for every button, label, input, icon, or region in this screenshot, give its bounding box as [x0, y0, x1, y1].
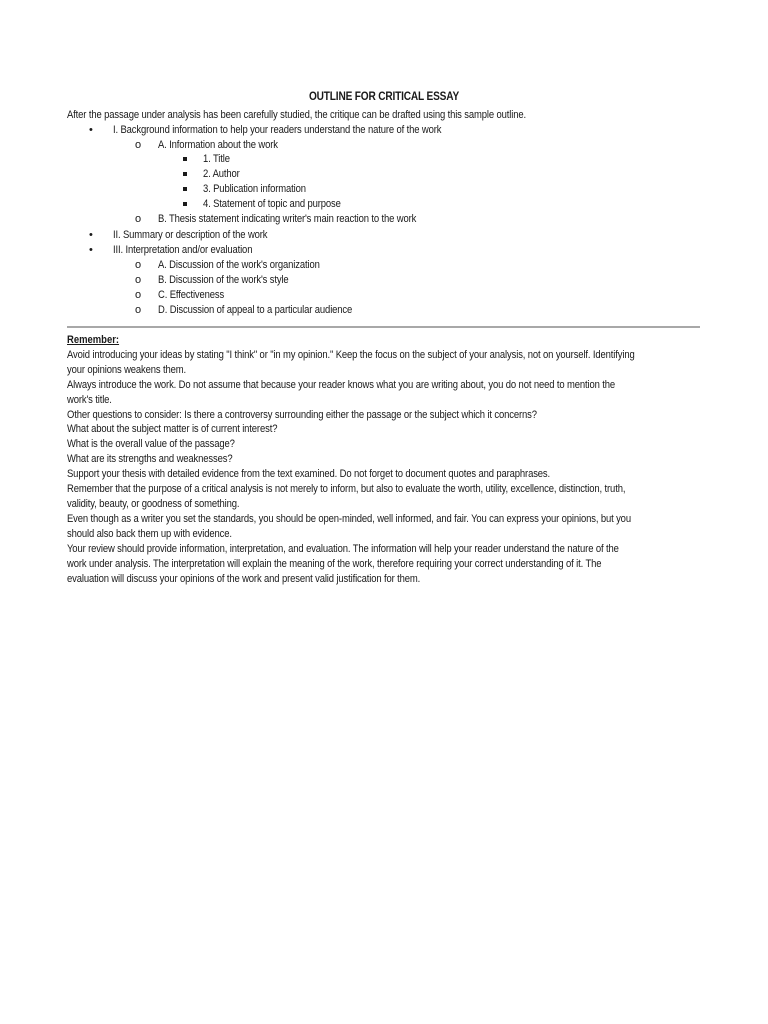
remember-line: should also back them up with evidence.: [67, 528, 232, 540]
remember-line: Support your thesis with detailed evidence from the text examined. Do not forget to document quotes and paraphrases.: [67, 468, 551, 480]
outline-item-1-a-2: 2. Author: [203, 168, 240, 180]
sub-bullet-marker: o: [135, 274, 142, 286]
remember-line: work's title.: [67, 394, 112, 406]
outline-item-1-a-4: 4. Statement of topic and purpose: [203, 198, 341, 210]
outline-item-3-a: A. Discussion of the work's organization: [158, 259, 320, 271]
document-title: OUTLINE FOR CRITICAL ESSAY: [308, 91, 460, 103]
outline-item-1-a-1: 1. Title: [203, 153, 230, 165]
outline-item-1: I. Background information to help your readers understand the nature of the work: [113, 124, 442, 136]
remember-line: Always introduce the work. Do not assume that because your reader knows what you are writing about, you do not need to mention the: [67, 379, 616, 391]
outline-item-3-c: C. Effectiveness: [158, 289, 225, 301]
horizontal-rule: [67, 326, 700, 328]
sub-bullet-marker: o: [135, 139, 142, 151]
sub-bullet-marker: o: [135, 289, 142, 301]
bullet-marker: •: [89, 244, 93, 256]
outline-item-3-d: D. Discussion of appeal to a particular audience: [158, 304, 353, 316]
remember-heading: Remember:: [67, 334, 120, 346]
remember-line: What are its strengths and weaknesses?: [67, 453, 233, 465]
remember-line: your opinions weakens them.: [67, 364, 187, 376]
remember-line: evaluation will discuss your opinions of the work and present valid justification for them.: [67, 573, 421, 585]
intro-text: After the passage under analysis has been carefully studied, the critique can be drafted using this sample outline.: [67, 109, 526, 121]
sub-bullet-marker: o: [135, 213, 142, 225]
outline-item-1-a-3: 3. Publication information: [203, 183, 306, 195]
remember-line: What is the overall value of the passage?: [67, 438, 235, 450]
bullet-marker: •: [89, 229, 93, 241]
remember-line: Avoid introducing your ideas by stating "I think" or "in my opinion." Keep the focus on the subject of your analysis, not on yourself. Identifying: [67, 349, 635, 361]
bullet-marker: •: [89, 124, 93, 136]
sub-bullet-marker: o: [135, 259, 142, 271]
sub-bullet-marker: o: [135, 304, 142, 316]
remember-line: Even though as a writer you set the standards, you should be open-minded, well informed, and fair. You can express your opinions, but you: [67, 513, 631, 525]
outline-item-3-b: B. Discussion of the work's style: [158, 274, 289, 286]
square-bullet-icon: [183, 157, 187, 161]
outline-item-1-b: B. Thesis statement indicating writer's main reaction to the work: [158, 213, 417, 225]
outline-item-1-a: A. Information about the work: [158, 139, 278, 151]
remember-line: What about the subject matter is of current interest?: [67, 423, 278, 435]
remember-line: Remember that the purpose of a critical analysis is not merely to inform, but also to evaluate the worth, utility, excellence, distinction, truth,: [67, 483, 626, 495]
remember-line: Other questions to consider: Is there a controversy surrounding either the passage or the subject which it concerns?: [67, 409, 537, 421]
square-bullet-icon: [183, 187, 187, 191]
square-bullet-icon: [183, 202, 187, 206]
outline-item-3: III. Interpretation and/or evaluation: [113, 244, 253, 256]
outline-item-2: II. Summary or description of the work: [113, 229, 268, 241]
square-bullet-icon: [183, 172, 187, 176]
remember-line: work under analysis. The interpretation will explain the meaning of the work, therefore requiring your correct understanding of it. The: [67, 558, 602, 570]
remember-line: Your review should provide information, interpretation, and evaluation. The information will help your reader understand the nature of the: [67, 543, 619, 555]
remember-line: validity, beauty, or goodness of something.: [67, 498, 240, 510]
